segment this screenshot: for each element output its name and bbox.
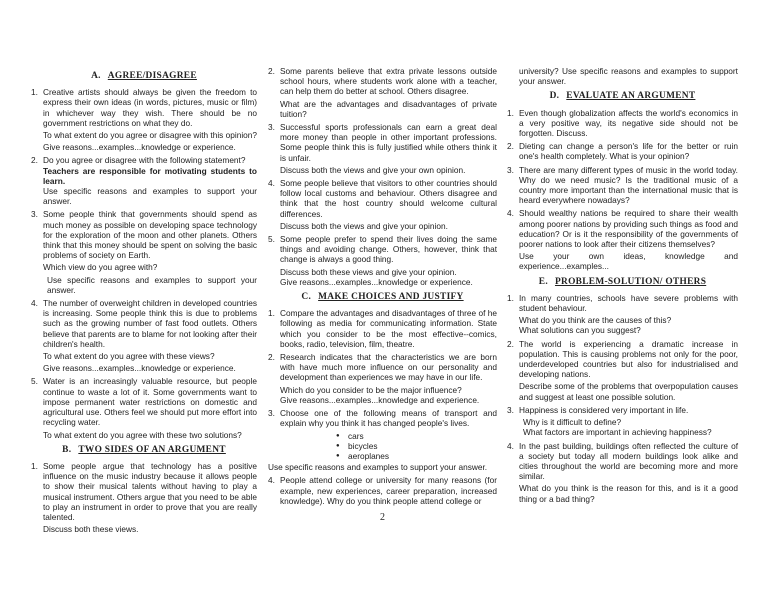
question-b2: 2. Some parents believe that extra private lessons outside school hours, where students work alone with a teacher, can help them do better at school. Others disagree. What are the advantages and disadvantages of private tuition? xyxy=(268,66,497,119)
section-c-heading: C. MAKE CHOICES AND JUSTIFY xyxy=(301,292,464,303)
question-b5: 5. Some people prefer to spend their lives doing the same things and avoiding change. Others, however, think that change is always a good thing. Discuss both these views and give your opinion. Give reasons...examples...knowledge or experience. xyxy=(268,234,497,287)
page-number: 2 xyxy=(380,512,385,523)
question-e3: 3. Happiness is considered very important in life. Why is it difficult to define? What factors are important in achieving happiness? xyxy=(507,404,712,438)
column-1 xyxy=(31,66,257,537)
question-d2: 2. Dieting can change a person's life for the better or ruin one's health completely. What is your opinion? xyxy=(507,141,738,162)
list-item: ● aeroplanes xyxy=(336,451,497,461)
question-d1: 1. Even though globalization affects the world's economics in a very positive way, its negative side should not be forgotten. Discuss. xyxy=(507,107,738,139)
question-a2: 2. Do you agree or disagree with the following statement? Teachers are responsible for motivating students to learn. Use specific reasons and examples to support your answer. xyxy=(31,155,257,207)
question-a3: 3. Some people think that governments should spend as much money as possible on developing space technology for the exploration of the moon and other planets. Others think that this money should be spent on solving the basic problems of society on Earth. Which view do you agree with? Use specific reasons and examples to support your answer. xyxy=(31,209,257,295)
question-c4: 4. People attend college or university for many reasons (for example, new experiences, career preparation, increased knowledge). Why do you think people attend college or xyxy=(268,475,497,506)
question-a5: 5. Water is an increasingly valuable resource, but people continue to waste a lot of it. Some governments want to impose permanent water restrictions on domestic and agricultural use. Others feel we should put more effort into recycling water. To what extent do you agree with these two solutions? xyxy=(31,376,257,440)
question-c2: 2. Research indicates that the characteristics we are born with have much more influence on our personality and development than experiences we may have in our life. Which do you consider to be the major influence? Give reasons...examples...knowledge and experience. xyxy=(268,352,497,405)
section-e-heading: E. PROBLEM-SOLUTION/ OTHERS xyxy=(538,276,707,287)
question-e1: 1. In many countries, schools have severe problems with student behaviour. What do you think are the causes of this? What solutions can you suggest? xyxy=(507,292,738,336)
question-b1: 1. Some people argue that technology has a positive influence on the music industry because it allows people to show their musical talents without having to play a musical instrument. Others argue that you need to be able to play an instrument in order to prove that you are really talented. Discuss both these views. xyxy=(31,460,257,535)
question-c1: 1. Compare the advantages and disadvantages of three of he following as media for communicating information. State which you consider to be the most effective--comics, books, radio, television, film, theatre. xyxy=(268,308,497,349)
question-e2: 2. The world is experiencing a dramatic increase in population. This is causing problems not only for the poor, underdeveloped countries but also for industrialised and developing nations. Describe some of the problems that overpopulation causes and suggest at least one possible solution. xyxy=(507,338,738,402)
question-a1: 1. Creative artists should always be given the freedom to express their own ideas (in words, pictures, music or film) in whichever way they wish. There should be no government restrictions on what they do. To what extent do you agree or disagree with this opinion? Give reasons...examples...knowledge or experience. xyxy=(31,87,258,153)
column-2 xyxy=(268,66,497,509)
section-d-heading: D. EVALUATE AN ARGUMENT xyxy=(549,91,696,102)
question-e4: 4. In the past building, buildings often reflected the culture of a society but today all modern buildings look alike and cities throughout the world are becoming more and more similar. What do you think is the reason for this, and is it a good thing or a bad thing? xyxy=(507,440,738,504)
question-d3: 3. There are many different types of music in the world today. Why do we need music? Is the traditional music of a country more important than the international music that is heard everywhere nowadays? xyxy=(507,164,738,206)
transport-bullet-list xyxy=(280,431,497,462)
question-a4: 4. The number of overweight children in developed countries is increasing. Some people think this is due to problems such as the growing number of fast food outlets. Others believe that parents are to blame for not looking after their children's health. To what extent do you agree with these views? Give reasons...examples...knowledge or experience. xyxy=(31,298,257,374)
list-item: ● cars xyxy=(336,431,497,441)
question-c3: 3. Choose one of the following means of transport and explain why you think it has changed people's lives. ● cars ● bicycles ● aeroplanes Use specific reasons and examples to support your answer. xyxy=(268,408,497,472)
section-b-heading: B. TWO SIDES OF AN ARGUMENT xyxy=(62,444,226,455)
section-a-heading: A. AGREE/DISAGREE xyxy=(91,71,197,81)
column-3 xyxy=(507,66,738,507)
list-item: ● bicycles xyxy=(336,441,497,451)
question-b4: 4. Some people believe that visitors to other countries should follow local customs and behaviour. Others disagree and think that the host country should welcome cultural differences. Discuss both the views and give your opinion. xyxy=(268,178,497,231)
question-c4-continuation: university? Use specific reasons and examples to support your answer. xyxy=(519,66,738,87)
question-b3: 3. Successful sports professionals can earn a great deal more money than people in other important professions. Some people think this is fully justified while others think it is unfair. Discuss both the views and give your own opinion. xyxy=(268,122,497,175)
question-d4: 4. Should wealthy nations be required to share their wealth among poorer nations by providing such things as food and education? Or is it the responsibility of the governments of poorer nations to look after their citizens themselves? Use your own ideas, knowledge and experience...examples... xyxy=(507,208,738,272)
